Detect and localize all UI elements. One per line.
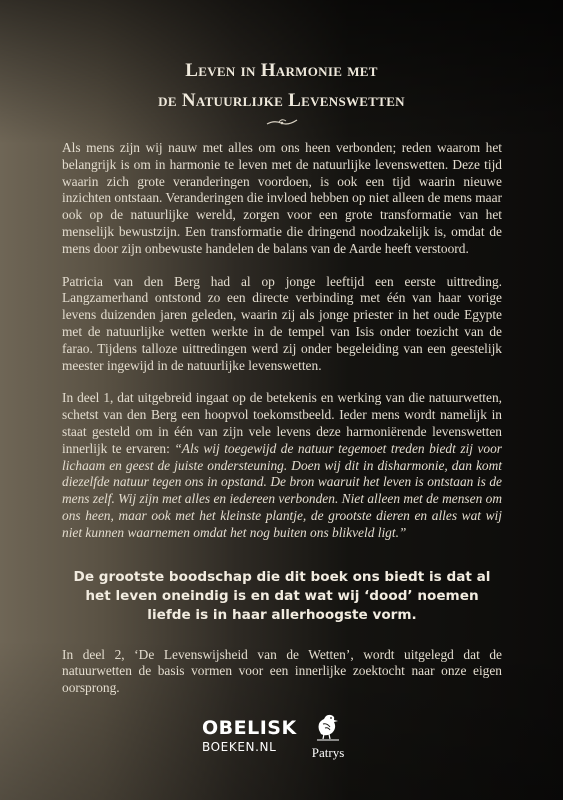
partridge-bird-icon [313,710,343,742]
paragraph-4: In deel 2, ‘De Levenswijsheid van de Wetten’, wordt uitgelegd dat de natuurwetten de basis vormen voor een innerlijke zoektocht naar onze eigen oorsprong. [62,646,502,696]
title-line-1: Leven in Harmonie met [185,60,378,81]
paragraph-2: Patricia van den Berg had al op jonge leeftijd een eerste uittreding. Langzamerhand ontstond zo een directe verbinding met één van haar vorige levens duizenden jaren geleden, waarin zij als jonge priester in het oude Egypte met de natuurlijke wetten werkte in de tempel van Isis onder toezicht van de farao. Tijdens talloze uittredingen werd zij onder begeleiding van een geestelijk meester ingewijd in de natuurlijke levenswetten. [62,273,502,373]
blurb-text [62,140,502,713]
flourish-ornament-icon [265,116,299,128]
cover-title [0,56,563,116]
publisher-logos [0,710,563,770]
paragraph-1: Als mens zijn wij nauw met alles om ons heen verbonden; reden waarom het belangrijk is om in harmonie te leven met de natuurlijke levenswetten. Deze tijd waarin zich grote veranderingen voordoen, is ook een tijd waarin nieuwe inzichten ontstaan. Veranderingen die invloed hebben op niet alleen de mens maar ook op de natuurlijke wereld, zorgen voor een grote transformatie van het menselijk bewustzijn. Een transformatie die dringend noodzakelijk is, omdat de mens door zijn onbewuste handelen de balans van de Aarde heeft verstoord. [62,140,503,256]
obelisk-logo-bottom: BOEKEN.NL [202,740,277,754]
obelisk-logo-top: OBELISK [202,717,297,739]
patrys-logo-name: Patrys [311,745,345,760]
paragraph-3 [62,390,502,541]
obelisk-logo [202,717,297,754]
paragraph-3-intro: In deel 1, dat uitgebreid ingaat op de betekenis en werking van die natuurwetten, schetst van den Berg een hoopvol toekomstbeeld. Ieder mens wordt namelijk in staat gesteld om in één van zijn vele levens deze harmoniërende levenswetten innerlijk te ervaren: [62,390,502,456]
title-line-2: de Natuurlijke Levenswetten [158,90,405,111]
patrys-logo [300,710,356,760]
paragraph-3-quote: “Als wij toegewijd de natuur tegemoet treden biedt zij voor lichaam en geest de juiste ondersteuning. Doen wij dit in disharmonie, dan komt diezelfde natuur tegen ons in opstand. De bron waaruit het leven is ontstaan is de mens zelf. Wij zijn met alles en iedereen verbonden. Niet alleen met de mensen om ons heen, maar ook met het kleinste plantje, de grootste dieren en alles wat wij niet kunnen waarnemen omdat het nog buiten ons blikveld ligt.” [62,440,502,540]
highlight-message: De grootste boodschap die dit boek ons biedt is dat al het leven oneindig is en dat wat wij ‘dood’ noemen liefde is in haar allerhoogste vorm. [73,568,491,623]
